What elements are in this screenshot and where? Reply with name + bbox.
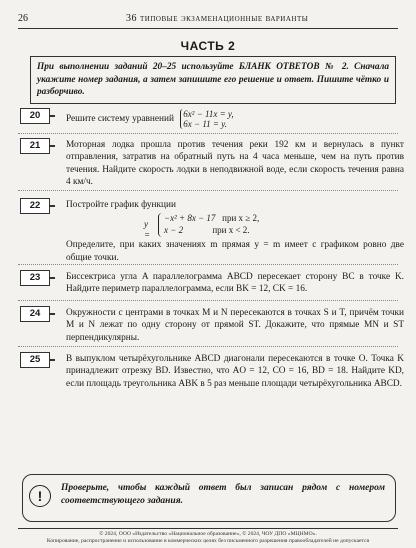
running-title: 36 типовые экзаменационные варианты: [126, 13, 309, 24]
separator: [18, 300, 398, 301]
task-text: В выпуклом четырёхугольнике ABCD диагонали пересекаются в точке O. Точка K принадлежит отрезку BD. Известно, что AO = 12, CO = 16, BD = 18. Найдите KD, если площадь треугольника ABK в 5 раз меньше площади четырёхугольника ABCD.: [66, 354, 404, 389]
piece-2-cond: при x < 2.: [212, 225, 250, 236]
separator: [18, 264, 398, 265]
piece-2-expr: x − 2: [164, 225, 184, 236]
function-lhs: y =: [144, 219, 151, 241]
task-number: 22: [20, 198, 50, 214]
task-prompt: Решите систему уравнений: [66, 114, 174, 125]
task-number: 20: [20, 108, 50, 124]
task-text: Моторная лодка прошла против течения реки 192 км и вернулась в пункт отправления, затратив на обратный путь на 4 часа меньше, чем на путь против течения. Найдите скорость лодки в неподвижной воде, если скорость течения равна 4 км/ч.: [66, 140, 404, 187]
page-number: 26: [18, 13, 28, 24]
exclamation-icon: !: [29, 485, 51, 507]
part-title: ЧАСТЬ 2: [180, 39, 236, 53]
task-number: 24: [20, 306, 50, 322]
separator: [18, 190, 398, 191]
separator: [18, 133, 398, 134]
footer: [18, 528, 398, 545]
rights-line: Копирование, распространение и использование в коммерческих целях без письменного разрешения правообладателей не допускается: [46, 538, 370, 544]
instructions-box: При выполнении заданий 20–25 используйте БЛАНК ОТВЕТОВ № 2. Сначала укажите номер задания, а затем запишите его решение и ответ. Пишите чётко и разборчиво.: [30, 56, 396, 104]
task-number: 25: [20, 352, 50, 368]
task-25: [18, 352, 404, 402]
piece-1-cond: при x ≥ 2,: [222, 213, 260, 224]
reminder-box: [22, 474, 396, 522]
task-text: Биссектриса угла A параллелограмма ABCD пересекает сторону BC в точке K. Найдите периметр параллелограмма, если BK = 12, CK = 16.: [66, 272, 404, 295]
equation-system: [180, 109, 233, 129]
task-number: 21: [20, 138, 50, 154]
separator: [18, 346, 398, 347]
task-20: [18, 108, 400, 128]
page-header: [18, 10, 398, 29]
task-22: [18, 198, 404, 263]
task-text: [66, 109, 404, 129]
task-text: [66, 199, 404, 263]
task-23: [18, 270, 404, 296]
equation-2: 6x − 11 = y.: [183, 119, 227, 129]
piece-1-expr: −x² + 8x − 17: [164, 213, 216, 224]
reminder-text: Проверьте, чтобы каждый ответ был записан рядом с номером соответствующего задания.: [61, 483, 385, 506]
task-21: [18, 138, 404, 188]
piecewise-function: [66, 211, 404, 239]
equation-1: 6x² − 11x = y,: [183, 109, 234, 119]
task-number: 23: [20, 270, 50, 286]
task-text: Окружности с центрами в точках M и N пересекаются в точках S и T, причём точки M и N лежат по одну сторону от прямой ST. Докажите, что прямые MN и ST перпендикулярны.: [66, 308, 404, 343]
task-prompt: Постройте график функции: [66, 200, 176, 210]
task-24: [18, 306, 404, 344]
copyright-line: © 2024, ООО «Издательство «Национальное образование», © 2024, ЧОУ ДПО «МЦНМО».: [99, 531, 317, 537]
task-question: Определите, при каких значениях m прямая y = m имеет с графиком ровно две общие точки.: [66, 240, 404, 263]
